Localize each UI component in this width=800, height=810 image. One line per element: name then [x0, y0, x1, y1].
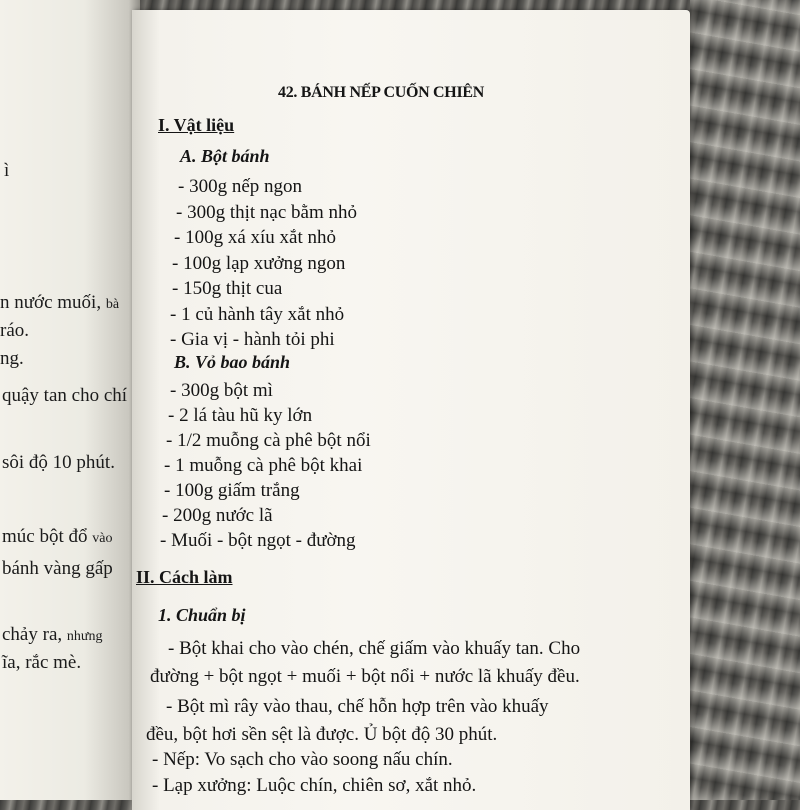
method-paragraph-line: - Lạp xưởng: Luộc chín, chiên sơ, xắt nhỏ.	[152, 775, 477, 796]
ingredient-dough-item: - Gia vị - hành tỏi phi	[170, 329, 335, 350]
left-page-fragment-text: sôi độ 10 phút.	[2, 452, 115, 473]
bleed-through-text	[540, 90, 690, 710]
ingredient-wrapper-item: - 100g giấm trắng	[164, 480, 300, 501]
left-page-text-fragment	[0, 292, 119, 314]
left-page-fragment-text: bánh vàng gấp	[2, 558, 113, 579]
ingredient-dough-item: - 150g thịt cua	[172, 278, 283, 299]
left-book-page	[0, 0, 140, 800]
left-page-fragment-text: ng.	[0, 348, 24, 369]
subsection-wrapper-heading: B. Vỏ bao bánh	[174, 352, 291, 372]
left-page-fragment-text: múc bột đổ	[2, 526, 93, 547]
left-page-text-fragment	[4, 160, 9, 182]
left-page-text-fragment	[0, 320, 29, 342]
left-page-fragment-text: ì	[4, 160, 10, 181]
wooden-table-background	[690, 0, 800, 800]
ingredient-wrapper-item: - 200g nước lã	[162, 505, 273, 526]
left-page-fragment-text: ĩa, rắc mè.	[2, 652, 82, 673]
method-paragraph-line: đường + bột ngọt + muối + bột nổi + nước lã khuấy đều.	[150, 666, 580, 687]
ingredient-dough-item: - 1 củ hành tây xắt nhỏ	[170, 303, 345, 325]
left-page-fragment-text: quậy tan cho chí	[2, 385, 128, 406]
section-method-heading: II. Cách làm	[136, 567, 233, 587]
method-paragraph-line: - Bột mì rây vào thau, chế hỗn hợp trên vào khuấy	[166, 696, 549, 717]
left-page-fragment-small-text: nhưng	[66, 629, 103, 644]
method-paragraph-line: đều, bột hơi sền sệt là được. Ủ bột độ 30 phút.	[146, 724, 498, 745]
left-page-text-fragment	[2, 385, 127, 407]
ingredient-dough-item: - 300g nếp ngon	[178, 176, 303, 197]
ingredient-dough-item: - 100g xá xíu xắt nhỏ	[174, 227, 337, 248]
left-page-fragment-small-text: vào	[92, 531, 113, 546]
ingredient-dough-item: - 100g lạp xưởng ngon	[172, 252, 346, 274]
left-page-fragment-text: ráo.	[0, 320, 30, 341]
left-page-text-fragment	[0, 348, 24, 370]
ingredient-wrapper-item: - 1/2 muỗng cà phê bột nổi	[166, 430, 371, 451]
method-paragraph-line: - Bột khai cho vào chén, chế giấm vào khuấy tan. Cho	[168, 638, 581, 659]
ingredient-dough-item: - 300g thịt nạc bằm nhỏ	[176, 201, 357, 223]
step-preparation-heading: 1. Chuẩn bị	[158, 605, 246, 625]
ingredient-wrapper-item: - 1 muỗng cà phê bột khai	[164, 455, 363, 476]
left-page-fragment-small-text: bà	[105, 297, 120, 312]
left-page-text-fragment	[2, 624, 102, 646]
ingredient-wrapper-item: - 300g bột mì	[170, 380, 273, 401]
subsection-dough-heading: A. Bột bánh	[180, 146, 270, 166]
left-page-faint-text	[40, 20, 140, 240]
ingredient-wrapper-item: - 2 lá tàu hũ ky lớn	[168, 405, 313, 426]
section-materials-heading: I. Vật liệu	[158, 115, 235, 135]
left-page-text-fragment	[2, 452, 115, 474]
left-page-text-fragment	[2, 652, 81, 674]
left-page-text-fragment	[2, 526, 112, 548]
left-page-fragment-text: n nước muối,	[0, 292, 106, 313]
method-paragraph-line: - Nếp: Vo sạch cho vào soong nấu chín.	[152, 749, 453, 770]
left-page-text-fragment	[2, 558, 113, 580]
recipe-title: 42. BÁNH NẾP CUỐN CHIÊN	[278, 84, 485, 101]
left-page-fragment-text: chảy ra,	[2, 624, 67, 645]
ingredient-wrapper-item: - Muối - bột ngọt - đường	[160, 530, 356, 551]
